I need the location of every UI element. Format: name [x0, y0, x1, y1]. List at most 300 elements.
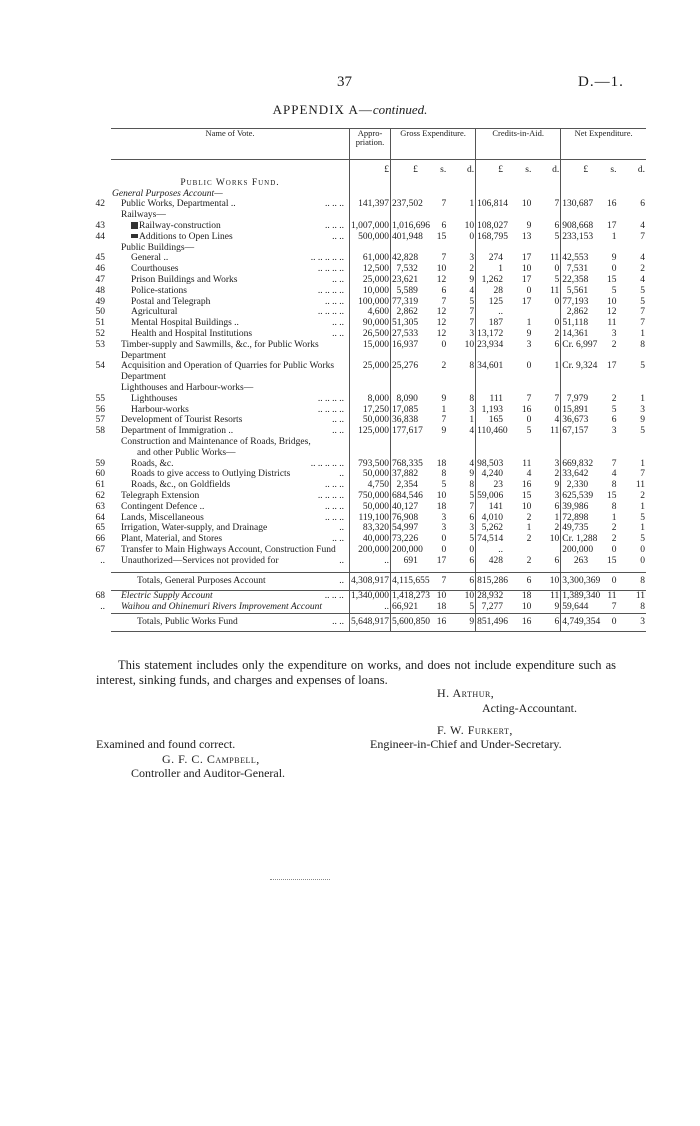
- vote-name-text: Roads to give access to Outlying Districts: [131, 469, 291, 480]
- amount-appropriation: 500,000: [350, 232, 391, 243]
- amount-net-pounds: 7,979: [566, 393, 589, 404]
- amount-credits-pence: 9: [532, 480, 560, 491]
- amount-appropriation: [350, 243, 391, 254]
- amount-gross-pence: 6: [447, 513, 475, 524]
- amount-net-shillings: 12: [607, 307, 617, 318]
- amount-net-shillings: 10: [607, 296, 617, 307]
- amount-gross-shillings: 9: [441, 393, 447, 404]
- fund-title-row: [74, 176, 646, 189]
- amount-net-pence: 7: [640, 231, 645, 242]
- amount-appropriation: 1,007,000: [351, 220, 389, 231]
- table-row: [74, 307, 646, 318]
- table-row: [74, 469, 646, 480]
- amount-credits-pence: 3: [532, 459, 560, 470]
- empty-cell: [350, 176, 391, 189]
- vote-name-text: Unauthorized—Services not provided for: [121, 555, 279, 566]
- amount-net-pounds: 72,898: [562, 512, 589, 523]
- amount-credits-pounds: 28: [493, 285, 503, 296]
- amount-credits-pence: 5: [532, 275, 560, 286]
- vote-number: [74, 383, 111, 394]
- amount-appropriation: 50,000: [350, 469, 391, 480]
- leader-dots: ..: [339, 523, 344, 534]
- vote-name-text: Department of Immigration ..: [121, 426, 234, 437]
- amount-credits-pounds: 74,514: [477, 534, 504, 545]
- amount-credits-shillings: 7: [526, 393, 532, 404]
- amount-net-pence: 1: [640, 328, 645, 339]
- amount-gross-shillings: 18: [436, 458, 447, 469]
- amount-net-shillings: 15: [607, 555, 617, 566]
- empty-cell: [589, 189, 617, 200]
- amount-net-pence: 1: [640, 393, 645, 404]
- vote-number: [74, 243, 111, 254]
- amount-net-pounds: 908,668: [562, 220, 594, 231]
- amount-appropriation: 90,000: [350, 318, 391, 329]
- amount-net-pence: 9: [640, 415, 645, 426]
- amount-gross-shillings: [419, 210, 447, 221]
- vote-number: [74, 613, 111, 631]
- amount-credits-shillings: 18: [504, 591, 532, 602]
- header-number-spacer: [74, 129, 111, 160]
- amount-net-pounds: [561, 448, 589, 459]
- amount-net-pence: 0: [640, 544, 645, 555]
- amount-gross-pence: 8: [447, 394, 475, 405]
- header-name-of-vote: Name of Vote.: [111, 129, 350, 160]
- amount-gross-pounds: 23,621: [392, 274, 419, 285]
- leader-dots: .. .. .. .. ..: [310, 458, 344, 469]
- empty-cell: [504, 176, 532, 189]
- amount-net-pounds: 625,539: [562, 490, 594, 501]
- amount-credits-pounds: [476, 243, 504, 254]
- leader-dots: .. ..: [332, 426, 344, 437]
- amount-credits-pounds: 168,795: [477, 231, 508, 242]
- vote-number: 64: [95, 512, 105, 523]
- ink-mark-icon: [131, 234, 138, 238]
- amount-credits-pence: 5: [532, 232, 560, 243]
- vote-name: [111, 602, 350, 613]
- leader-dots: .. .. .. ..: [317, 264, 344, 275]
- vote-name: [111, 469, 350, 480]
- table-row: [74, 275, 646, 286]
- empty-cell: [561, 189, 589, 200]
- table-row: [74, 199, 646, 210]
- amount-gross-pounds: 73,226: [392, 534, 419, 545]
- vote-name-text: Public Works, Departmental ..: [121, 199, 236, 210]
- amount-credits-shillings: [504, 383, 532, 394]
- amount-net-shillings: 2: [611, 393, 617, 404]
- vote-name-text: Police-stations: [131, 285, 187, 296]
- vote-name: [111, 613, 350, 631]
- total-public-works-fund-row: [74, 613, 646, 631]
- amount-gross-shillings: [419, 448, 447, 459]
- vote-name: [111, 297, 350, 308]
- amount-net-pounds: 1,389,340: [562, 591, 601, 602]
- amount-gross-shillings: 6: [441, 285, 447, 296]
- amount-gross-pence: 10: [447, 591, 475, 602]
- amount-appropriation: 15,000: [350, 340, 391, 362]
- header-appropriation: Appro- priation.: [350, 129, 391, 160]
- document-reference: D.—1.: [578, 74, 624, 90]
- amount-net-shillings: 9: [611, 253, 617, 264]
- vote-name: [111, 394, 350, 405]
- amount-credits-pence: 1: [532, 513, 560, 524]
- amount-net-shillings: 0: [611, 264, 617, 275]
- amount-credits-pence: 4: [532, 415, 560, 426]
- vote-name-text: Irrigation, Water-supply, and Drainage: [121, 523, 268, 534]
- amount-net-pence: 5: [640, 512, 645, 523]
- amount-appropriation: [350, 210, 391, 221]
- amount-gross-pounds: 2,354: [396, 480, 418, 491]
- amount-gross-shillings: 18: [436, 501, 447, 512]
- amount-net-pence: 4: [640, 220, 645, 231]
- amount-gross-pence: 2: [447, 264, 475, 275]
- amount-gross-pounds: 27,533: [392, 328, 419, 339]
- table-row: [74, 448, 646, 459]
- vote-name: [111, 307, 350, 318]
- empty-cell: [419, 189, 447, 200]
- table-row: [74, 340, 646, 362]
- vote-number: ..: [100, 555, 105, 566]
- vote-name-text: Construction and Maintenance of Roads, Bridges,: [121, 436, 311, 447]
- amount-net-pence: 2: [640, 490, 645, 501]
- vote-number: 67: [95, 544, 105, 555]
- amount-gross-shillings: 12: [436, 318, 447, 329]
- amount-credits-shillings: 1: [526, 523, 532, 534]
- vote-name: [111, 253, 350, 264]
- appendix-title: [0, 102, 700, 118]
- vote-name: [111, 318, 350, 329]
- vote-number: 49: [95, 296, 105, 307]
- amount-gross-shillings: 0: [441, 339, 447, 350]
- amount-gross-shillings: 3: [441, 523, 447, 534]
- amount-net-shillings: 7: [611, 458, 617, 469]
- amount-gross-pounds: 2,862: [396, 307, 418, 318]
- vote-name: [111, 275, 350, 286]
- amount-net-pence: [618, 210, 647, 221]
- amount-credits-shillings: 2: [526, 512, 532, 523]
- table-row: [74, 602, 646, 613]
- vote-number: 66: [95, 534, 105, 545]
- amount-net-pence: 6: [640, 199, 645, 210]
- amount-gross-shillings: 8: [441, 469, 447, 480]
- amount-gross-pounds: 5,589: [396, 285, 418, 296]
- amount-gross-pence: 6: [447, 573, 475, 591]
- amount-credits-shillings: 2: [526, 534, 532, 545]
- vote-name-text: Transfer to Main Highways Account, Construction Fund: [121, 544, 336, 555]
- account-title: General Purposes Account—: [111, 189, 350, 200]
- amount-gross-pounds: 768,335: [392, 458, 423, 469]
- leader-dots: .. ..: [332, 328, 344, 339]
- table-row: [74, 437, 646, 448]
- unit-gross-pence: d.: [447, 160, 475, 176]
- vote-name: [111, 286, 350, 297]
- amount-credits-pounds: [476, 210, 504, 221]
- vote-name-text: Lighthouses and Harbour-works—: [121, 382, 254, 393]
- amount-appropriation: 10,000: [350, 286, 391, 297]
- vote-name: [111, 199, 350, 210]
- amount-credits-pence: [532, 448, 560, 459]
- amount-net-pence: 1: [640, 523, 645, 534]
- amount-net-pence: [618, 243, 647, 254]
- explanatory-note: This statement includes only the expenditure on works, and does not include expenditure such as interest, sinking funds, and charges and expenses of loans.: [96, 657, 616, 687]
- unit-net-pounds: £: [583, 165, 589, 175]
- vote-number: 65: [95, 523, 105, 534]
- amount-net-pounds: 263: [573, 555, 589, 566]
- amount-gross-pounds: 77,319: [392, 296, 419, 307]
- vote-name: [111, 329, 350, 340]
- amount-gross-pence: [447, 448, 475, 459]
- amount-appropriation: 4,600: [350, 307, 391, 318]
- vote-number: 53: [95, 339, 105, 350]
- amount-credits-shillings: 10: [521, 264, 532, 275]
- vote-number: 68: [95, 590, 105, 601]
- amount-gross-shillings: [419, 383, 447, 394]
- table-row: [74, 491, 646, 502]
- amount-net-shillings: 17: [607, 361, 617, 372]
- vote-number: 42: [95, 199, 105, 210]
- appendix-title-main: APPENDIX A—: [272, 102, 373, 117]
- table-row: [74, 534, 646, 545]
- amount-appropriation: [350, 448, 391, 459]
- amount-credits-pounds: 7,277: [481, 602, 503, 613]
- amount-gross-pence: 7: [447, 307, 475, 318]
- vote-name: [111, 534, 350, 545]
- amount-net-pounds: 67,157: [562, 426, 589, 437]
- amount-gross-pounds: [391, 448, 419, 459]
- amount-credits-pence: 6: [532, 340, 560, 362]
- amount-credits-pence: 11: [532, 426, 560, 437]
- amount-appropriation: 8,000: [350, 394, 391, 405]
- amount-net-pounds: 33,642: [562, 469, 589, 480]
- amount-net-pounds: 15,891: [562, 404, 589, 415]
- amount-net-pounds: [561, 210, 589, 221]
- amount-gross-pence: 9: [447, 275, 475, 286]
- unit-credits-pounds: £: [498, 165, 503, 175]
- amount-net-pence: 11: [635, 480, 645, 491]
- amount-appropriation: 61,000: [350, 253, 391, 264]
- amount-gross-pence: 1: [447, 415, 475, 426]
- amount-credits-shillings: 10: [521, 199, 532, 210]
- arthur-name: H. Arthur,: [437, 686, 495, 700]
- amount-gross-pounds: 4,115,655: [391, 573, 419, 591]
- amount-net-pounds: 669,832: [562, 458, 594, 469]
- amount-net-shillings: [589, 243, 617, 254]
- amount-credits-pence: 0: [532, 405, 560, 416]
- amount-appropriation: 17,250: [350, 405, 391, 416]
- vote-number: 59: [95, 458, 105, 469]
- amount-net-shillings: 8: [611, 480, 617, 491]
- vote-name: [111, 502, 350, 513]
- amount-gross-pounds: 17,085: [392, 404, 419, 415]
- amount-net-pence: 4: [640, 253, 645, 264]
- table-row: [74, 415, 646, 426]
- vote-name: [111, 405, 350, 416]
- amount-net-pounds: 7,531: [566, 264, 589, 275]
- amount-gross-shillings: [419, 243, 447, 254]
- amount-net-pence: 3: [640, 404, 645, 415]
- amount-gross-shillings: 7: [419, 573, 447, 591]
- vote-name-text: Courthouses: [131, 264, 179, 275]
- amount-net-shillings: 11: [589, 591, 617, 602]
- amount-gross-pence: 0: [447, 232, 475, 243]
- amount-net-pence: 5: [640, 296, 645, 307]
- amount-gross-pence: [447, 243, 475, 254]
- vote-name: [111, 264, 350, 275]
- vote-name: [111, 415, 350, 426]
- amount-credits-pounds: 98,503: [477, 458, 504, 469]
- vote-number: 56: [95, 404, 105, 415]
- vote-number: 51: [95, 318, 105, 329]
- leader-dots: .. ..: [332, 318, 344, 329]
- vote-name: [111, 437, 350, 448]
- amount-credits-pence: 2: [532, 469, 560, 480]
- unit-gross-pounds: £: [413, 165, 418, 175]
- amount-net-pence: 5: [640, 285, 645, 296]
- amount-gross-shillings: 3: [441, 512, 447, 523]
- amount-credits-shillings: 15: [521, 490, 532, 501]
- amount-net-pounds: 49,735: [562, 523, 589, 534]
- units-name-cell: [111, 160, 350, 176]
- amount-gross-shillings: 16: [419, 613, 447, 631]
- amount-net-pence: 3: [618, 613, 647, 631]
- leader-dots: .. .. .. ..: [317, 404, 344, 415]
- amount-credits-shillings: 16: [521, 404, 532, 415]
- amount-gross-pounds: 76,908: [392, 512, 419, 523]
- vote-number: [74, 448, 111, 459]
- amount-gross-pence: 3: [447, 523, 475, 534]
- vote-name-text: and other Public Works—: [137, 447, 236, 458]
- amount-net-shillings: 5: [611, 404, 617, 415]
- amount-gross-pence: 4: [447, 286, 475, 297]
- amount-credits-pounds: 141: [488, 501, 503, 512]
- amount-gross-pounds: 177,617: [392, 426, 423, 437]
- amount-credits-shillings: [504, 545, 532, 556]
- amount-net-pounds: 22,358: [562, 274, 589, 285]
- amount-appropriation: 1,340,000: [351, 591, 389, 602]
- ink-blot-icon: [131, 222, 138, 229]
- amount-gross-pounds: [391, 210, 419, 221]
- amount-net-pounds: [561, 383, 589, 394]
- amount-credits-shillings: 3: [526, 339, 532, 350]
- empty-cell: [391, 176, 419, 189]
- amount-credits-shillings: 5: [526, 426, 532, 437]
- vote-name-text: Postal and Telegraph: [131, 296, 211, 307]
- empty-cell: [447, 176, 475, 189]
- amount-credits-shillings: 11: [522, 458, 532, 469]
- amount-net-pounds: [561, 437, 589, 448]
- amount-gross-pounds: [391, 243, 419, 254]
- amount-gross-pounds: 51,305: [392, 318, 419, 329]
- leader-dots: ..: [339, 576, 344, 587]
- amount-gross-pounds: 25,276: [392, 361, 419, 372]
- amount-credits-pence: 11: [532, 286, 560, 297]
- empty-cell: [561, 176, 589, 189]
- amount-appropriation: ..: [350, 556, 391, 567]
- amount-credits-shillings: 2: [526, 555, 532, 566]
- amount-credits-shillings: 16: [504, 613, 532, 631]
- amount-net-shillings: 7: [611, 602, 617, 613]
- amount-gross-pounds: 1,418,273: [392, 591, 430, 602]
- total-general-purposes-row: [74, 573, 646, 591]
- amount-credits-shillings: [504, 437, 532, 448]
- amount-gross-shillings: 18: [436, 602, 447, 613]
- amount-credits-pence: 7: [532, 394, 560, 405]
- amount-appropriation: 750,000: [350, 491, 391, 502]
- vote-name: [111, 383, 350, 394]
- table-row: [74, 318, 646, 329]
- amount-appropriation: 25,000: [350, 361, 391, 383]
- amount-credits-pounds: 108,027: [477, 220, 508, 231]
- amount-appropriation: 4,750: [350, 480, 391, 491]
- amount-credits-pence: 1: [532, 361, 560, 383]
- amount-net-pounds: 5,561: [566, 285, 589, 296]
- amount-gross-pence: 5: [447, 534, 475, 545]
- leader-dots: .. ..: [332, 534, 344, 545]
- amount-credits-shillings: 17: [521, 253, 532, 264]
- amount-gross-pounds: 66,921: [392, 602, 419, 613]
- amount-net-shillings: 2: [611, 534, 617, 545]
- amount-net-pounds: Cr. 9,324: [562, 361, 598, 372]
- campbell-name: G. F. C. Campbell,: [162, 752, 260, 766]
- campbell-signature-name: [162, 752, 260, 766]
- amount-credits-pence: 0: [532, 297, 560, 308]
- table-row: [74, 523, 646, 534]
- amount-credits-shillings: [504, 243, 532, 254]
- amount-net-shillings: 2: [611, 523, 617, 534]
- fund-number-cell: [74, 176, 111, 189]
- amount-credits-pounds: ..: [498, 544, 503, 555]
- furkert-signature-name: [437, 723, 513, 737]
- amount-credits-pence: [532, 545, 560, 556]
- unit-credits-pence: d.: [532, 160, 560, 176]
- amount-gross-shillings: 10: [436, 490, 447, 501]
- amount-credits-pounds: [476, 448, 504, 459]
- amount-credits-pence: [532, 307, 560, 318]
- amount-net-pounds: Cr. 6,997: [562, 339, 598, 350]
- vote-name-text: Public Buildings—: [121, 242, 195, 253]
- units-number-cell: [74, 160, 111, 176]
- unit-appropriation-pounds: £: [350, 160, 391, 176]
- table-row: [74, 405, 646, 416]
- table-row: [74, 253, 646, 264]
- amount-gross-shillings: 7: [441, 253, 447, 264]
- amount-credits-shillings: 17: [521, 296, 532, 307]
- units-row: [74, 160, 646, 176]
- amount-net-shillings: [589, 383, 617, 394]
- amount-credits-pounds: 428: [488, 555, 503, 566]
- amount-credits-pence: 0: [532, 318, 560, 329]
- table-row: [74, 232, 646, 243]
- amount-net-pounds: [561, 243, 589, 254]
- vote-name: [111, 232, 350, 243]
- amount-credits-pence: 11: [532, 591, 560, 602]
- amount-gross-shillings: 1: [441, 404, 447, 415]
- amount-gross-pence: 10: [447, 340, 475, 362]
- leader-dots: .. .. .. .. ..: [310, 253, 344, 264]
- amount-gross-pence: 9: [447, 469, 475, 480]
- vote-number: 57: [95, 415, 105, 426]
- amount-gross-pounds: 691: [403, 555, 418, 566]
- amount-credits-shillings: 17: [521, 274, 532, 285]
- vote-name-text: Acquisition and Operation of Quarries for Public Works Department: [121, 361, 335, 383]
- amount-gross-pence: 1: [447, 199, 475, 210]
- amount-credits-pence: [532, 437, 560, 448]
- table-row: [74, 502, 646, 513]
- leader-dots: .. .. ..: [325, 296, 344, 307]
- amount-credits-pounds: 28,932: [477, 591, 504, 602]
- amount-net-pence: 11: [618, 591, 647, 602]
- table-row: [74, 286, 646, 297]
- amount-credits-shillings: 0: [526, 285, 532, 296]
